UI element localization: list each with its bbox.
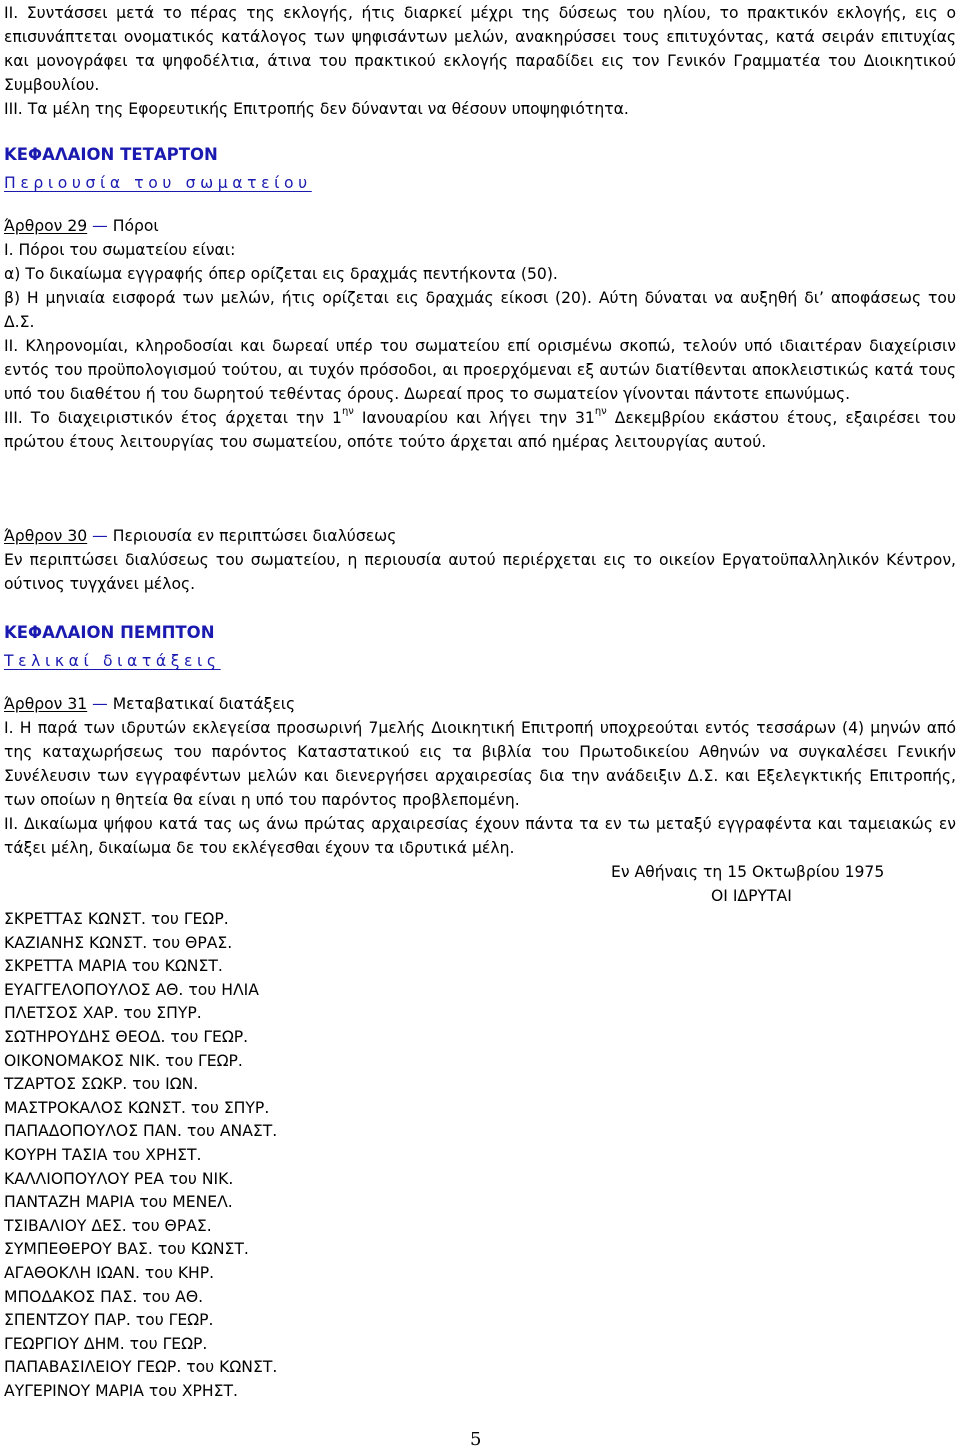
founder-name: ΠΑΠΑΒΑΣΙΛΕΙΟΥ ΓΕΩΡ. του ΚΩΝΣΤ.	[4, 1358, 278, 1377]
founder-name: ΑΥΓΕΡΙΝΟΥ ΜΑΡΙΑ του ΧΡΗΣΤ.	[4, 1381, 238, 1400]
chapter-subheading: Περιουσία του σωματείου	[4, 174, 312, 192]
article-title: Πόροι	[112, 217, 159, 235]
chapter-heading: ΚΕΦΑΛΑΙΟΝ ΤΕΤΑΡΤΟΝ	[4, 145, 218, 164]
founder-name: ΕΥΑΓΓΕΛΟΠΟΥΛΟΣ ΑΘ. του ΗΛΙΑ	[4, 980, 259, 999]
chapter-heading: ΚΕΦΑΛΑΙΟΝ ΠΕΜΠΤΟΝ	[4, 623, 215, 642]
founder-name: ΜΑΣΤΡΟΚΑΛΟΣ ΚΩΝΣΤ. του ΣΠΥΡ.	[4, 1098, 270, 1117]
founder-name: ΤΣΙΒΑΛΙΟΥ ΔΕΣ. του ΘΡΑΣ.	[4, 1216, 212, 1235]
article-item-b: β) Η μηνιαία εισφορά των μελών, ήτις ορίζεται εις δραχμάς είκοσι (20). Αύτη δύναται να αυξηθή δι’ αποφάσεως του Δ.Σ.	[4, 289, 956, 331]
article-heading	[4, 692, 956, 716]
text-run: Ιανουαρίου και λήγει την 31	[353, 409, 595, 427]
text-run: Δεκεμβρίου εκάστου έτους, εξαιρέσει του πρώτου έτους λειτουργίας του σωματείου, οπότε τούτο άρχεται από ημέρας λειτουργίας αυτού.	[4, 409, 956, 451]
paragraph-iii: ΙΙΙ. Τα μέλη της Εφορευτικής Επιτροπής δεν δύνανται να θέσουν υποψηφιότητα.	[4, 100, 629, 118]
chapter-5-heading-block	[4, 621, 956, 673]
founder-name: ΟΙΚΟΝΟΜΑΚΟΣ ΝΙΚ. του ΓΕΩΡ.	[4, 1051, 243, 1070]
paragraph-ii: ΙΙ. Συντάσσει μετά το πέρας της εκλογής, ήτις διαρκεί μέχρι της δύσεως του ηλίου, το πρακτικόν εκλογής, εις ο επισυνάπτεται ονοματικός κατάλογος των ψηφισάντων μελών, ανακηρύσσει τους επιτυχόντας, κατά σειράν επιτυχίας και μονογράφει τα ψηφοδέλτια, άτινα του πρακτικού εκλογής παραδίδει εις τον Γενικόν Γραμματέα του Διοικητικού Συμβουλίου.	[4, 4, 956, 94]
dash-separator: —	[92, 217, 108, 235]
dash-separator: —	[92, 695, 108, 713]
article-label: Άρθρον 29	[4, 217, 88, 235]
founder-name: ΚΑΖΙΑΝΗΣ ΚΩΝΣΤ. του ΘΡΑΣ.	[4, 933, 233, 952]
article-heading	[4, 214, 956, 238]
article-paragraph: Εν περιπτώσει διαλύσεως του σωματείου, η περιουσία αυτού περιέρχεται εις το οικείον Εργατοϋπαλληλικόν Κέντρον, ούτινος τυγχάνει μέλος.	[4, 551, 956, 593]
dash-separator: —	[92, 527, 108, 545]
founder-name: ΚΑΛΛΙΟΠΟΥΛΟΥ ΡΕΑ του ΝΙΚ.	[4, 1169, 234, 1188]
founders-list	[4, 908, 956, 1403]
founder-name: ΣΥΜΠΕΘΕΡΟΥ ΒΑΣ. του ΚΩΝΣΤ.	[4, 1240, 249, 1259]
founder-name: ΜΠΟΔΑΚΟΣ ΠΑΣ. του ΑΘ.	[4, 1287, 204, 1306]
article-29	[4, 214, 956, 454]
founder-name: ΣΠΕΝΤΖΟΥ ΠΑΡ. του ΓΕΩΡ.	[4, 1311, 214, 1330]
founder-name: ΚΟΥΡΗ ΤΑΣΙΑ του ΧΡΗΣΤ.	[4, 1145, 202, 1164]
intro-section	[4, 1, 956, 121]
article-heading	[4, 524, 956, 548]
founder-name: ΓΕΩΡΓΙΟΥ ΔΗΜ. του ΓΕΩΡ.	[4, 1334, 208, 1353]
founder-name: ΣΚΡΕΤΤΑ ΜΑΡΙΑ του ΚΩΝΣΤ.	[4, 957, 223, 976]
page-number: 5	[470, 1429, 482, 1450]
founders-title: ΟΙ ΙΔΡΥΤΑΙ	[711, 887, 792, 905]
article-paragraph: Ι. Πόροι του σωματείου είναι:	[4, 241, 236, 259]
superscript: ην	[341, 405, 354, 417]
founder-name: ΠΛΕΤΣΟΣ ΧΑΡ. του ΣΠΥΡ.	[4, 1004, 202, 1023]
founder-name: ΠΑΝΤΑΖΗ ΜΑΡΙΑ του ΜΕΝΕΛ.	[4, 1193, 233, 1212]
article-paragraph: ΙΙ. Δικαίωμα ψήφου κατά τας ως άνω πρώτας αρχαιρεσίας έχουν πάντα τα εν τω μεταξύ εγγραφέντα και ταμειακώς εν τάξει μέλη, δικαίωμα δε του εκλέγεσθαι έχουν τα ιδρυτικά μέλη.	[4, 815, 956, 857]
founder-name: ΤΖΑΡΤΟΣ ΣΩΚΡ. του ΙΩΝ.	[4, 1075, 199, 1094]
text-run: ΙΙΙ. Το διαχειριστικόν έτος άρχεται την 1	[4, 409, 342, 427]
chapter-subheading: Τελικαί διατάξεις	[4, 652, 221, 670]
article-title: Περιουσία εν περιπτώσει διαλύσεως	[112, 527, 397, 545]
founder-name: ΣΩΤΗΡΟΥΔΗΣ ΘΕΟΔ. του ΓΕΩΡ.	[4, 1027, 249, 1046]
article-label: Άρθρον 30	[4, 527, 88, 545]
founder-name: ΠΑΠΑΔΟΠΟΥΛΟΣ ΠΑΝ. του ΑΝΑΣΤ.	[4, 1122, 278, 1141]
article-30	[4, 524, 956, 596]
founder-name: ΑΓΑΘΟΚΛΗ ΙΩΑΝ. του ΚΗΡ.	[4, 1263, 215, 1282]
article-label: Άρθρον 31	[4, 695, 88, 713]
article-paragraph: Ι. Η παρά των ιδρυτών εκλεγείσα προσωρινή 7μελής Διοικητική Επιτροπή υποχρεούται εντός τεσσάρων (4) μηνών από της καταχωρήσεως του παρόντος Καταστατικού εις τα βιβλία του Πρωτοδικείου Αθηνών να συγκαλέσει Γενικήν Συνέλευσιν των εγγραφέντων μελών και διενεργήσει αρχαιρεσίας δια την ανάδειξιν Δ.Σ. και Εξελεγκτικής Επιτροπής, των οποίων η θητεία θα είναι η υπό του παρόντος προβλεπομένη.	[4, 719, 956, 809]
date-line: Εν Αθήναις τη 15 Οκτωβρίου 1975	[611, 863, 885, 881]
article-paragraph: ΙΙ. Κληρονομίαι, κληροδοσίαι και δωρεαί υπέρ του σωματείου επί ορισμένω σκοπώ, τελούν υπό ιδιαιτέραν διαχείρισιν εντός του προϋπολογισμού τούτου, αι τυχόν πρόσοδοι, αι προερχόμεναι εξ αυτών διατίθενται αποκλειστικώς κατά τους υπό του διαθέτου ή του δωρητού τεθέντας όρους. Δωρεαί προς το σωματείον γίνονται πάντοτε επωνύμως.	[4, 337, 956, 403]
article-31	[4, 692, 956, 860]
superscript: ην	[594, 405, 607, 417]
chapter-4-heading-block	[4, 143, 956, 195]
article-title: Μεταβατικαί διατάξεις	[112, 695, 296, 713]
article-item-a: α) Το δικαίωμα εγγραφής όπερ ορίζεται εις δραχμάς πεντήκοντα (50).	[4, 265, 558, 283]
founder-name: ΣΚΡΕΤΤΑΣ ΚΩΝΣΤ. του ΓΕΩΡ.	[4, 910, 229, 928]
article-paragraph	[4, 406, 956, 454]
